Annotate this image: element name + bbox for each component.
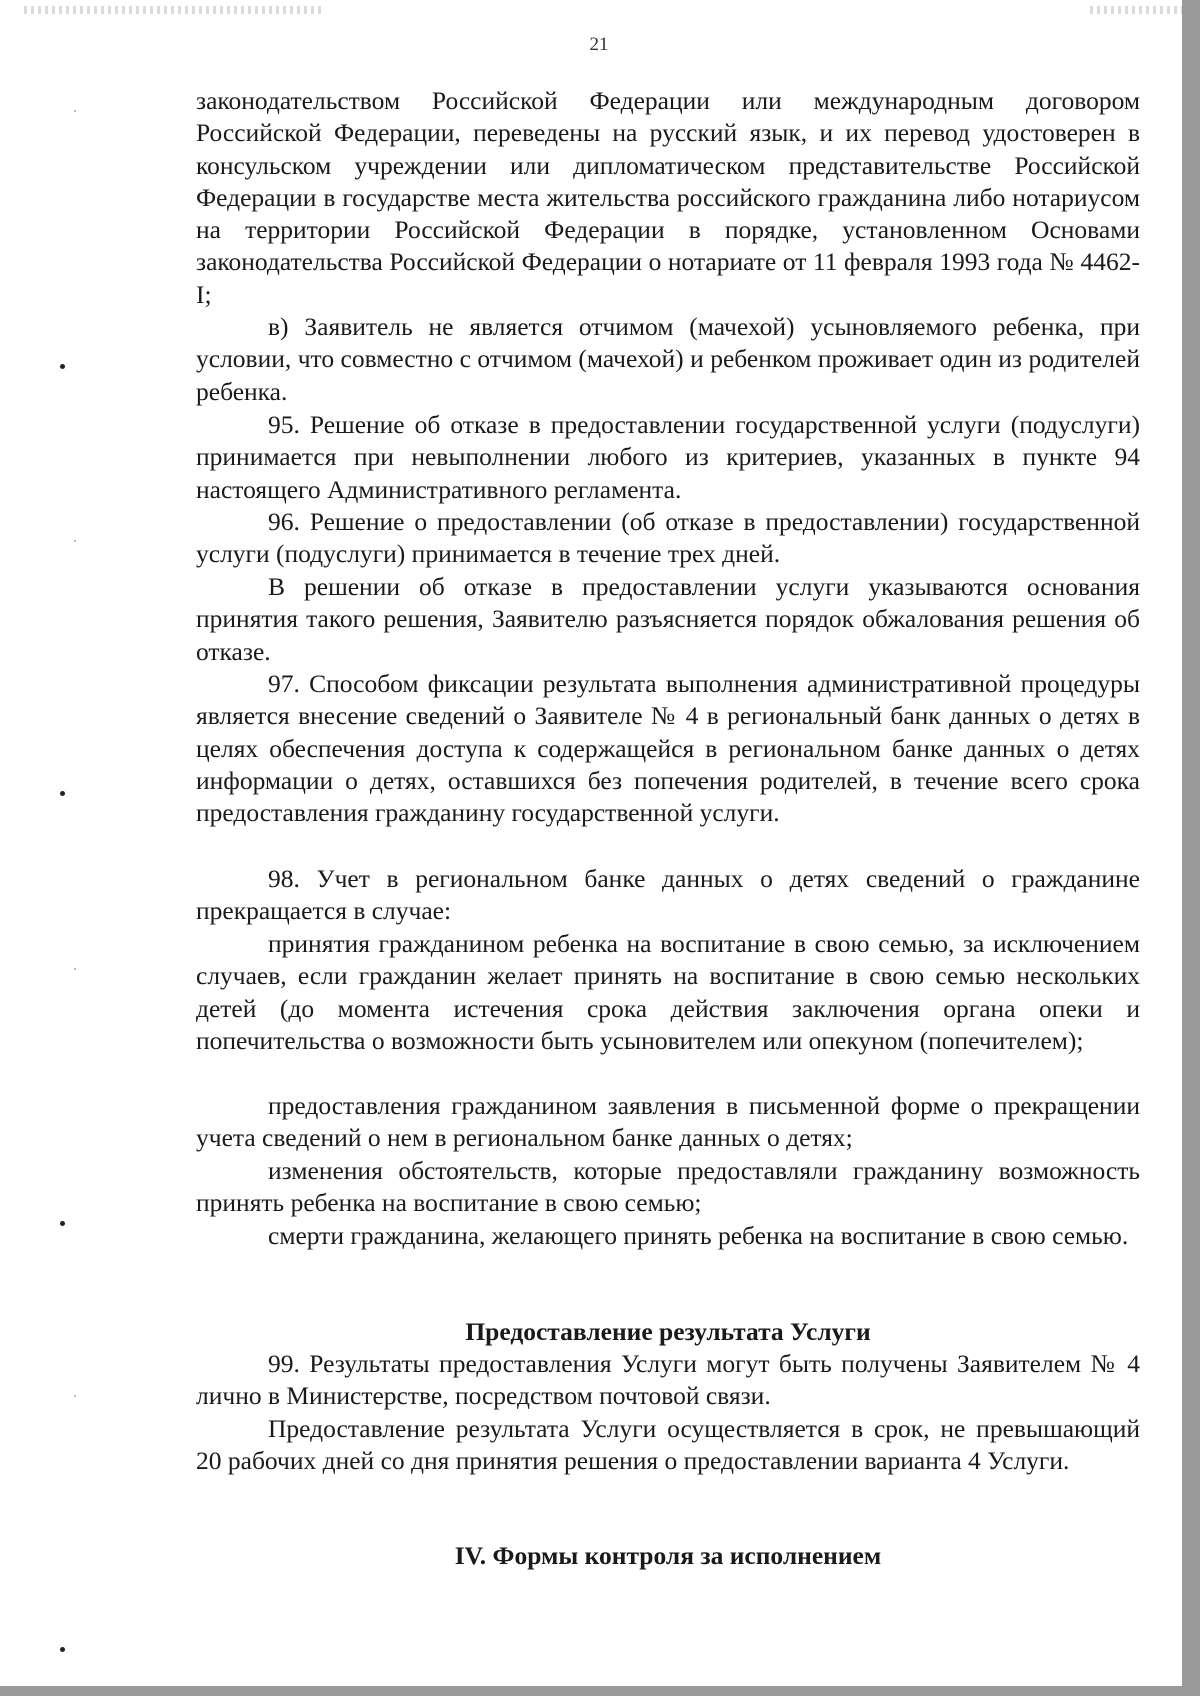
scan-artifact-speck bbox=[74, 1395, 76, 1397]
scan-artifact-dot bbox=[60, 1221, 65, 1226]
scan-artifact-dot bbox=[60, 791, 65, 796]
scanner-margin bbox=[0, 1686, 1200, 1696]
scanner-margin bbox=[1182, 0, 1200, 1696]
scan-noise bbox=[24, 6, 324, 14]
paragraph-result-term: Предоставление результата Услуги осуществляется в срок, не превышающий 20 рабочих дней со дня принятия решения о предоставлении варианта 4 Услуги. bbox=[196, 1414, 1140, 1476]
paragraph-98-case-1: принятия гражданином ребенка на воспитание в свою семью, за исключением случаев, если гражданин желает принять на воспитание в свою семью нескольких детей (до момента истечения срока действия заключения органа опеки и попечительства о возможности быть усыновителем или опекуном (попечителем); bbox=[196, 929, 1140, 1055]
scan-artifact-dot bbox=[60, 1647, 65, 1652]
paragraph-98: 98. Учет в региональном банке данных о детях сведений о гражданине прекращается в случае: bbox=[196, 864, 1140, 926]
paragraph-98-case-4: смерти гражданина, желающего принять ребенка на воспитание в свою семью. bbox=[268, 1221, 1129, 1250]
paragraph-refusal-grounds: В решении об отказе в предоставлении услуги указываются основания принятия такого решения, Заявителю разъясняется порядок обжалования решения об отказе. bbox=[196, 572, 1140, 666]
paragraph-98-case-3: изменения обстоятельств, которые предоставляли гражданину возможность принять ребенка на воспитание в свою семью; bbox=[196, 1156, 1140, 1218]
section-heading-control: IV. Формы контроля за исполнением bbox=[454, 1541, 882, 1570]
paragraph-95: 95. Решение об отказе в предоставлении государственной услуги (подуслуги) принимается при невыполнении любого из критериев, указанных в пункте 94 настоящего Административного регламента. bbox=[196, 410, 1140, 504]
scan-artifact-speck bbox=[74, 540, 76, 542]
section-heading-result: Предоставление результата Услуги bbox=[465, 1317, 871, 1346]
paragraph-99: 99. Результаты предоставления Услуги могут быть получены Заявителем № 4 лично в Министерстве, посредством почтовой связи. bbox=[196, 1349, 1140, 1411]
paragraph-96: 96. Решение о предоставлении (об отказе в предоставлении) государственной услуги (подуслуги) принимается в течение трех дней. bbox=[196, 507, 1140, 569]
paragraph-item-v: в) Заявитель не является отчимом (мачехой) усыновляемого ребенка, при условии, что совместно с отчимом (мачехой) и ребенком проживает один из родителей ребенка. bbox=[196, 312, 1140, 406]
paragraph-98-case-2: предоставления гражданином заявления в письменной форме о прекращении учета сведений о нем в региональном банке данных о детях; bbox=[196, 1091, 1140, 1153]
page-number: 21 bbox=[589, 34, 609, 55]
paragraph-continuation: законодательством Российской Федерации или международным договором Российской Федерации, переведены на русский язык, и их перевод удостоверен в консульском учреждении или дипломатическом представительстве Российской Федерации в государстве места жительства российского гражданина либо нотариусом на территории Российской Федерации в порядке, установленном Основами законодательства Российской Федерации о нотариате от 11 февраля 1993 года № 4462-I; bbox=[196, 86, 1140, 309]
scan-noise bbox=[1090, 6, 1190, 14]
scan-artifact-speck bbox=[74, 968, 76, 970]
paragraph-97: 97. Способом фиксации результата выполнения административной процедуры является внесение сведений о Заявителе № 4 в региональный банк данных о детях в целях обеспечения доступа к содержащейся в региональном банке данных о детях информации о детях, оставшихся без попечения родителей, в течение всего срока предоставления гражданину государственной услуги. bbox=[196, 669, 1140, 828]
scan-artifact-dot bbox=[60, 364, 65, 369]
scan-artifact-speck bbox=[74, 110, 76, 112]
